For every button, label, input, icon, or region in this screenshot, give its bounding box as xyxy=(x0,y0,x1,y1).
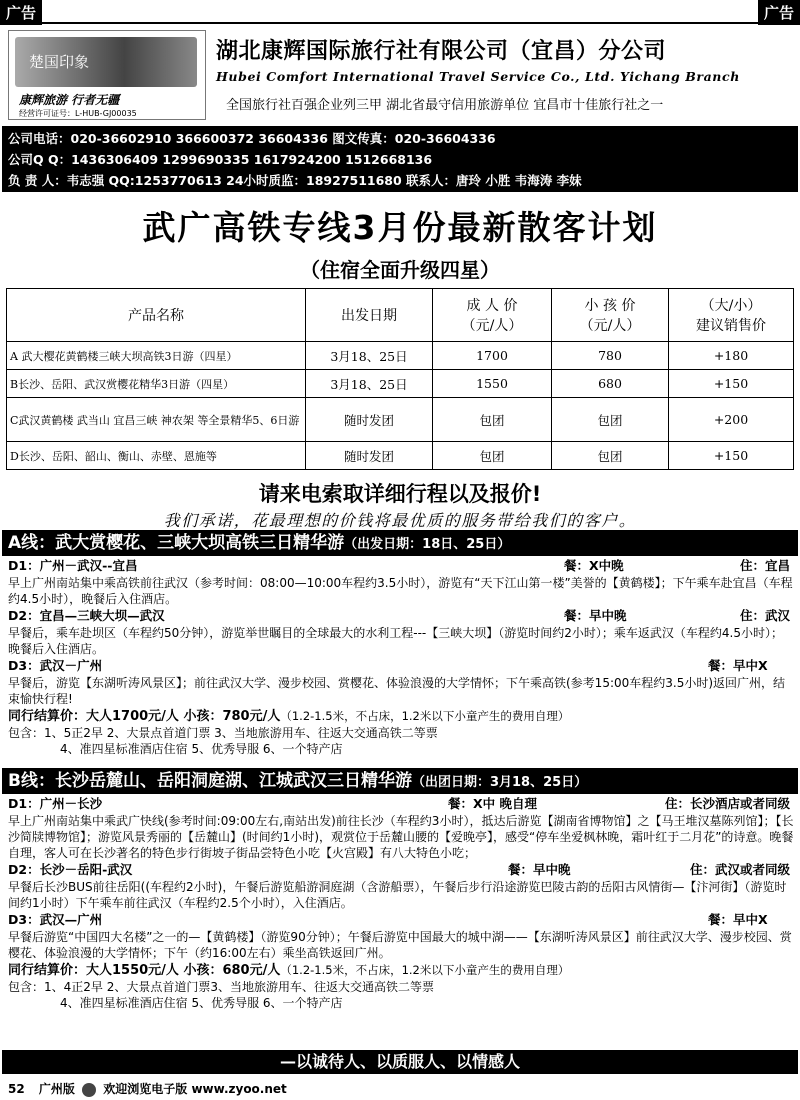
cell-date: 随时发团 xyxy=(306,442,433,470)
cell-name: D长沙、岳阳、韶山、衡山、赤壁、恩施等 xyxy=(7,442,306,470)
cell-child: 包团 xyxy=(552,442,669,470)
cell-date: 3月18、25日 xyxy=(306,370,433,398)
table-row xyxy=(7,342,794,370)
day-title: D3：武汉—广州 xyxy=(8,912,103,927)
cell-adult: 包团 xyxy=(433,398,552,442)
day-title: D1：广州－武汉--宜昌 xyxy=(8,558,138,573)
route-b-day2-desc: 早餐后长沙BUS前往岳阳((车程约2小时)，午餐后游览船游洞庭湖（含游船票），午餐后步行沿途游览巴陵古韵的岳阳古风情街—【汴河街】（游览时间约1小时）下午乘车前往武汉（车程约2.5个小时），入住酒店。 xyxy=(8,880,787,910)
route-b-day1-header xyxy=(8,796,794,813)
page-title: 武广高铁专线3月份最新散客计划 xyxy=(142,208,658,247)
cell-date: 随时发团 xyxy=(306,398,433,442)
page-footer xyxy=(8,1080,287,1097)
route-a-day3-desc: 早餐后，游览【东湖听涛风景区】；前往武汉大学、漫步校园、赏樱花、体验浪漫的大学情怀；下午乘高铁(参考15:00车程约3.5小时)返回广州，结束愉快行程! xyxy=(8,676,786,706)
plan-table xyxy=(6,288,794,470)
day-meals: 餐：X中晚 xyxy=(564,558,624,573)
route-b-title: B线：长沙岳麓山、岳阳洞庭湖、江城武汉三日精华游 xyxy=(8,771,412,791)
route-a-details xyxy=(8,558,794,757)
table-row xyxy=(7,442,794,470)
route-b-day3-desc: 早餐后游览“中国四大名楼”之一的—【黄鹤楼】（游览90分钟）；午餐后游览中国最大的城中湖——【东湖听涛风景区】前往武汉大学、漫步校园、赏樱花、体验浪漫的大学情怀；下午（约16:00左右）乘坐高铁返回广州。 xyxy=(8,930,792,960)
day-meals: 餐：早中晚 xyxy=(564,608,627,623)
route-b-details xyxy=(8,796,794,1011)
route-a-day1-header xyxy=(8,558,794,575)
license-number: 经营许可证号：L-HUB-GJ00035 xyxy=(19,109,137,118)
cell-date: 3月18、25日 xyxy=(306,342,433,370)
route-a-dates: （出发日期：18日、25日） xyxy=(344,537,511,552)
contact-phone-line: 公司电话：020-36602910 366600372 36604336 图文传真：020-36604336 xyxy=(8,131,496,146)
cell-suggest: +150 xyxy=(669,370,794,398)
publisher-logo-icon xyxy=(82,1083,96,1097)
table-row xyxy=(7,398,794,442)
col-header-child: 小 孩 价 （元/人） xyxy=(552,289,669,342)
col-header-suggest: （大/小） 建议销售价 xyxy=(669,289,794,342)
day-stay: 住：武汉或者同级 xyxy=(689,862,790,877)
day-title: D1：广州－长沙 xyxy=(8,796,103,811)
company-honors: 全国旅行社百强企业列三甲 湖北省最守信用旅游单位 宜昌市十佳旅行社之一 xyxy=(226,98,664,113)
page-subtitle: （住宿全面升级四星） xyxy=(300,258,500,282)
route-a-day2-header xyxy=(8,608,794,625)
ad-tag-left: 广告 xyxy=(0,0,42,25)
company-name: 湖北康辉国际旅行社有限公司（宜昌）分公司 xyxy=(216,38,667,64)
day-meals: 餐：早中X xyxy=(708,912,768,927)
cell-suggest: +150 xyxy=(669,442,794,470)
cell-name: A 武大樱花黄鹤楼三峡大坝高铁3日游（四星） xyxy=(7,342,306,370)
route-a-day3-header xyxy=(8,658,794,675)
cell-name: C武汉黄鹤楼 武当山 宜昌三峡 神农架 等全景精华5、6日游 xyxy=(7,398,306,442)
route-a-day1-desc: 早上广州南站集中乘高铁前往武汉（参考时间：08:00—10:00车程约3.5小时），游览有“天下江山第一楼”美誉的【黄鹤楼】；下午乘车赴宜昌（车程约4.5小时），晚餐后入住酒店。 xyxy=(8,576,793,606)
route-a-title: A线：武大赏樱花、三峡大坝高铁三日精华游 xyxy=(8,533,345,553)
route-b-bar xyxy=(2,768,798,794)
company-logo xyxy=(8,30,206,120)
route-a-day2-desc: 早餐后，乘车赴坝区（车程约50分钟），游览举世瞩目的全球最大的水利工程---【三峡大坝】（游览时间约2小时）；乘车返武汉（车程约4.5小时）；晚餐后入住酒店。 xyxy=(8,626,783,656)
day-title: D3：武汉－广州 xyxy=(8,658,103,673)
route-b-includes-1: 包含：1、4正2早 2、大景点首道门票3、当地旅游用车、往返大交通高铁二等票 xyxy=(8,980,434,994)
route-b-day3-header xyxy=(8,912,794,929)
route-b-price xyxy=(8,962,794,979)
company-header xyxy=(2,22,796,128)
cell-adult: 包团 xyxy=(433,442,552,470)
price-main: 同行结算价：大人1550元/人 小孩：680元/人 xyxy=(8,963,281,978)
price-main: 同行结算价：大人1700元/人 小孩：780元/人 xyxy=(8,709,281,724)
route-b-day1-desc: 早上广州南站集中乘武广快线(参考时间:09:00左右,南站出发)前往长沙（车程约3小时），抵达后游览【湖南省博物馆】之【马王堆汉墓陈列馆】；【长沙简牍博物馆】；游览风景秀丽的【岳麓山】(时间约1小时)，观赏位于岳麓山腰的【爱晚亭】，感受“停车坐爱枫林晚，霜叶红于二月花”的诗意。晚餐自理，客人可在长沙著名的特色步行街坡子街品尝特色小吃【火宫殿】有八大特色小吃； xyxy=(8,814,794,860)
route-b-includes-2: 4、准四星标准酒店住宿 5、优秀导服 6、一个特产店 xyxy=(60,996,343,1010)
ad-tag-right: 广告 xyxy=(758,0,800,25)
route-b-day2-header xyxy=(8,862,794,879)
day-meals: 餐：X中 晚自理 xyxy=(448,796,537,811)
cell-adult: 1550 xyxy=(433,370,552,398)
cell-adult: 1700 xyxy=(433,342,552,370)
route-b-dates: （出团日期：3月18、25日） xyxy=(411,775,588,790)
contact-prompt: 请来电索取详细行程以及报价! xyxy=(258,482,542,506)
route-a-includes-2: 4、准四星标准酒店住宿 5、优秀导服 6、一个特产店 xyxy=(60,742,343,756)
day-title: D2：宜昌—三峡大坝—武汉 xyxy=(8,608,165,623)
company-name-en: Hubei Comfort International Travel Service Co., Ltd. Yichang Branch xyxy=(216,69,740,84)
website-link[interactable]: 欢迎浏览电子版 www.zyoo.net xyxy=(103,1082,287,1096)
price-note: （1.2-1.5米，不占床，1.2米以下小童产生的费用自理） xyxy=(280,963,570,977)
cell-child: 780 xyxy=(552,342,669,370)
price-note: （1.2-1.5米，不占床，1.2米以下小童产生的费用自理） xyxy=(280,709,570,723)
contact-block xyxy=(2,126,798,192)
page-number: 52 xyxy=(8,1082,25,1096)
promise-text: 我们承诺，花最理想的价钱将最优质的服务带给我们的客户。 xyxy=(163,511,637,530)
route-a-includes-1: 包含：1、5正2早 2、大景点首道门票 3、当地旅游用车、往返大交通高铁二等票 xyxy=(8,726,438,740)
day-stay: 住：武汉 xyxy=(739,608,790,623)
footer-slogan: —以诚待人、以质服人、以情感人 xyxy=(2,1050,798,1074)
day-stay: 住：宜昌 xyxy=(739,558,790,573)
day-stay: 住：长沙酒店或者同级 xyxy=(664,796,790,811)
cell-name: B长沙、岳阳、武汉赏樱花精华3日游（四星） xyxy=(7,370,306,398)
contact-person-line: 负 责 人：韦志强 QQ:1253770613 24小时质监：18927511680 联系人：唐玲 小胜 韦海涛 李妹 xyxy=(8,173,582,188)
cell-child: 680 xyxy=(552,370,669,398)
cell-child: 包团 xyxy=(552,398,669,442)
day-title: D2：长沙－岳阳-武汉 xyxy=(8,862,133,877)
day-meals: 餐：早中晚 xyxy=(508,862,571,877)
table-header-row xyxy=(7,289,794,342)
route-a-price xyxy=(8,708,794,725)
col-header-name: 产品名称 xyxy=(7,289,306,342)
logo-slogan: 康辉旅游 行者无疆 xyxy=(19,93,120,107)
col-header-date: 出发日期 xyxy=(306,289,433,342)
cell-suggest: +200 xyxy=(669,398,794,442)
route-a-bar xyxy=(2,530,798,556)
contact-qq-line: 公司Q Q：1436306409 1299690335 1617924200 1512668136 xyxy=(8,152,433,167)
col-header-adult: 成 人 价 （元/人） xyxy=(433,289,552,342)
cell-suggest: +180 xyxy=(669,342,794,370)
day-meals: 餐：早中X xyxy=(708,658,768,673)
logo-image: 楚国印象 xyxy=(15,37,197,87)
table-row xyxy=(7,370,794,398)
edition-label: 广州版 xyxy=(38,1082,75,1096)
